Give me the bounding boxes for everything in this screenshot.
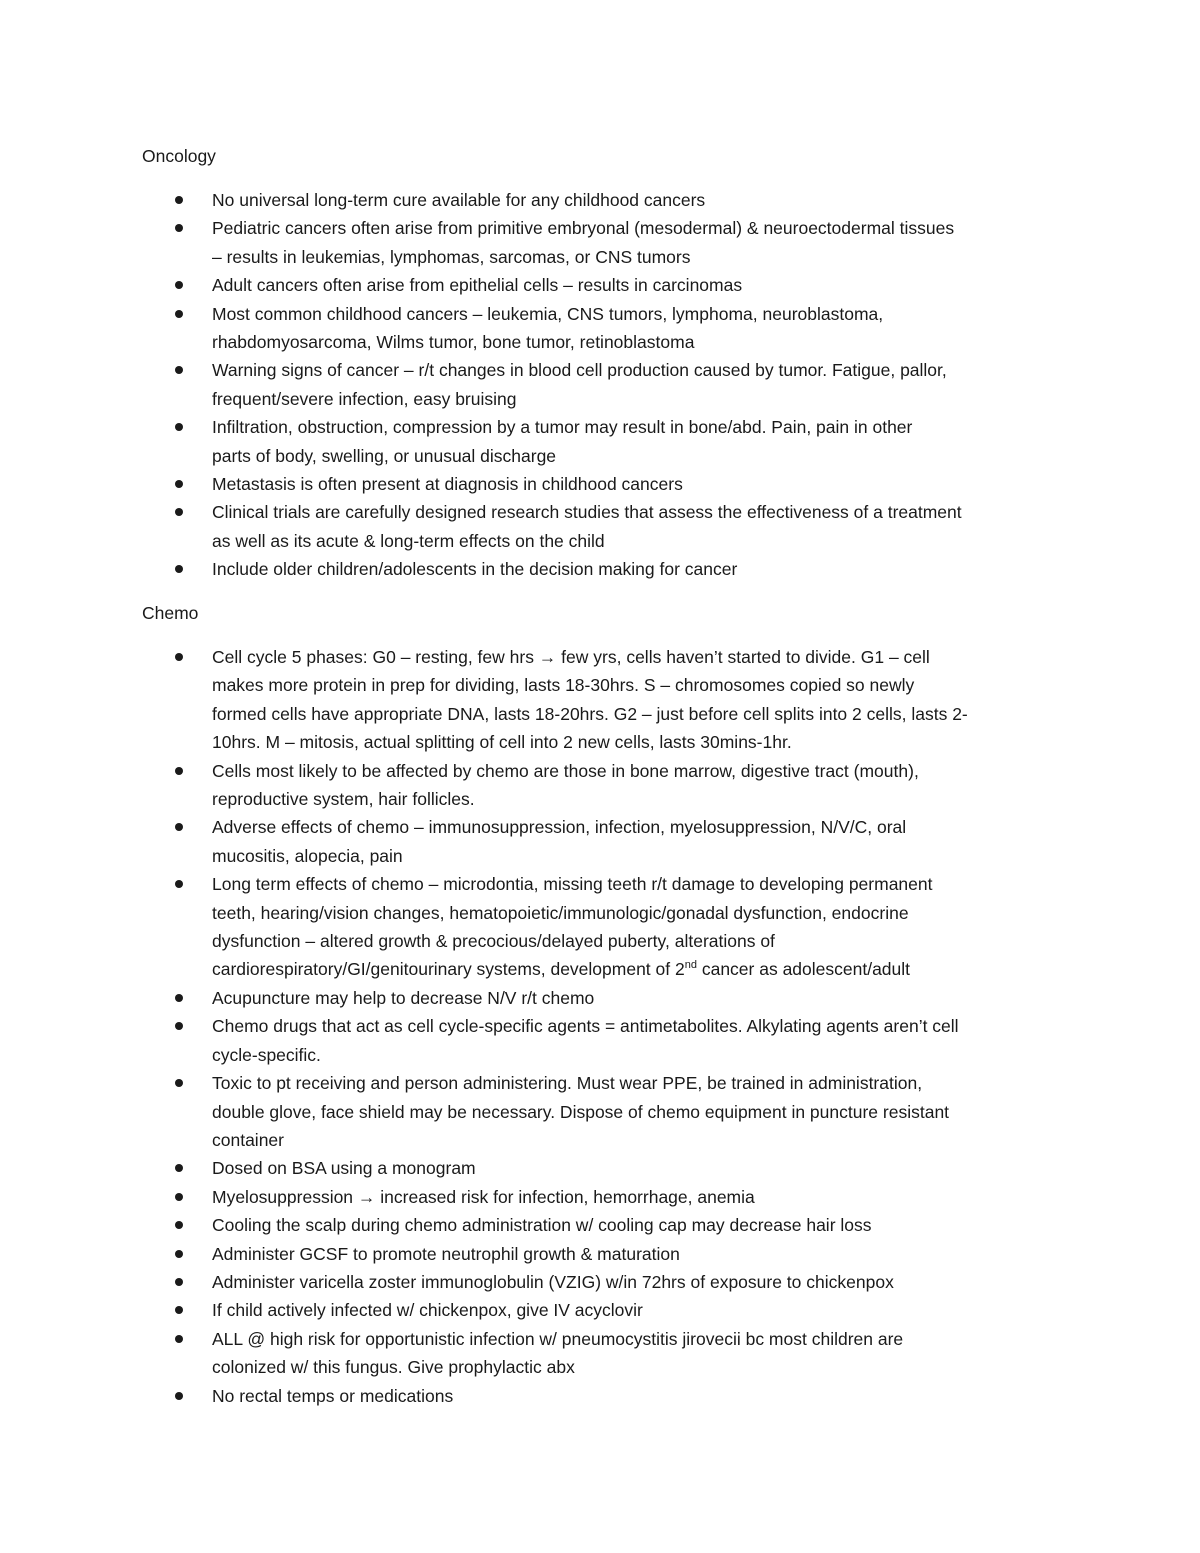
bullet-dot-icon — [175, 310, 183, 318]
bullet-line: Myelosuppression → increased risk for infection, hemorrhage, anemia — [212, 1186, 755, 1207]
bullet-line: teeth, hearing/vision changes, hematopoietic/immunologic/gonadal dysfunction, endocrine — [212, 902, 909, 923]
bullet-item — [0, 1268, 1072, 1296]
bullet-item — [0, 1012, 1072, 1069]
bullet-line: Warning signs of cancer – r/t changes in blood cell production caused by tumor. Fatigue, pallor, — [212, 360, 947, 381]
bullet-dot-icon — [175, 1193, 183, 1201]
bullet-item — [0, 1069, 1072, 1154]
bullet-dot-icon — [175, 1022, 183, 1030]
bullet-line: – results in leukemias, lymphomas, sarcomas, or CNS tumors — [212, 246, 691, 267]
bullet-line: No universal long-term cure available for any childhood cancers — [212, 190, 706, 210]
bullet-line: If child actively infected w/ chickenpox, give IV acyclovir — [212, 1300, 643, 1321]
bullet-dot-icon — [175, 1278, 183, 1286]
bullet-item — [0, 643, 1072, 757]
bullet-dot-icon — [175, 196, 183, 204]
bullet-line: Metastasis is often present at diagnosis in childhood cancers — [212, 474, 683, 495]
chemo-bullet-list — [0, 643, 1200, 1410]
bullet-item — [0, 1296, 1072, 1324]
bullet-dot-icon — [175, 1079, 183, 1087]
bullet-item — [0, 470, 1072, 498]
bullet-item — [0, 413, 1072, 470]
bullet-item — [0, 186, 1072, 214]
bullet-item — [0, 870, 1072, 984]
section-heading-chemo: Chemo — [142, 603, 199, 623]
bullet-line: ALL @ high risk for opportunistic infection w/ pneumocystitis jirovecii bc most children are — [212, 1328, 904, 1349]
bullet-item — [0, 498, 1072, 555]
bullet-item — [0, 271, 1072, 299]
bullet-line: Clinical trials are carefully designed research studies that assess the effectiveness of a treatment — [212, 502, 962, 523]
bullet-line: as well as its acute & long-term effects on the child — [212, 530, 605, 551]
bullet-line: Cells most likely to be affected by chemo are those in bone marrow, digestive tract (mouth), — [212, 760, 919, 781]
bullet-line: Toxic to pt receiving and person administering. Must wear PPE, be trained in administration, — [212, 1073, 923, 1094]
oncology-bullet-list — [0, 186, 1200, 584]
bullet-item — [0, 356, 1072, 413]
bullet-line: colonized w/ this fungus. Give prophylactic abx — [212, 1357, 575, 1378]
bullet-dot-icon — [175, 281, 183, 289]
superscript-tail: cancer as adolescent/adult — [696, 959, 911, 980]
bullet-line: Adult cancers often arise from epithelial cells – results in carcinomas — [212, 275, 743, 296]
bullet-dot-icon — [175, 1221, 183, 1229]
bullet-dot-icon — [175, 767, 183, 775]
bullet-line: Cooling the scalp during chemo administration w/ cooling cap may decrease hair loss — [212, 1215, 872, 1236]
bullet-dot-icon — [175, 508, 183, 516]
bullet-line: cycle-specific. — [212, 1044, 321, 1065]
bullet-line: container — [212, 1129, 284, 1150]
bullet-dot-icon — [175, 880, 183, 888]
bullet-dot-icon — [175, 994, 183, 1002]
bullet-line: dysfunction – altered growth & precocious/delayed puberty, alterations of — [212, 931, 775, 952]
bullet-line: parts of body, swelling, or unusual discharge — [212, 445, 557, 466]
bullet-item — [0, 757, 1072, 814]
bullet-line: rhabdomyosarcoma, Wilms tumor, bone tumor, retinoblastoma — [212, 332, 695, 353]
bullet-line: Administer GCSF to promote neutrophil growth & maturation — [212, 1243, 680, 1264]
bullet-dot-icon — [175, 480, 183, 488]
bullet-line: No rectal temps or medications — [212, 1385, 454, 1406]
bullet-item — [0, 813, 1072, 870]
bullet-dot-icon — [175, 423, 183, 431]
bullet-item — [0, 214, 1072, 271]
bullet-item — [0, 984, 1072, 1012]
bullet-item — [0, 1183, 1072, 1211]
bullet-line: Long term effects of chemo – microdontia, missing teeth r/t damage to developing permanent — [212, 874, 933, 895]
bullet-item — [0, 555, 1072, 583]
bullet-line: Acupuncture may help to decrease N/V r/t chemo — [212, 987, 595, 1008]
bullet-line: Cell cycle 5 phases: G0 – resting, few hrs → few yrs, cells haven’t started to divide. G1 – cell — [212, 647, 930, 667]
bullet-line: frequent/severe infection, easy bruising — [212, 388, 517, 409]
bullet-dot-icon — [175, 565, 183, 573]
bullet-dot-icon — [175, 366, 183, 374]
bullet-line: mucositis, alopecia, pain — [212, 845, 403, 866]
bullet-line: reproductive system, hair follicles. — [212, 789, 475, 810]
bullet-line: double glove, face shield may be necessary. Dispose of chemo equipment in puncture resistant — [212, 1101, 950, 1122]
bullet-dot-icon — [175, 1392, 183, 1400]
bullet-line: Adverse effects of chemo – immunosuppression, infection, myelosuppression, N/V/C, oral — [212, 817, 907, 838]
bullet-item — [0, 1240, 1072, 1268]
bullet-line: Dosed on BSA using a monogram — [212, 1158, 476, 1179]
bullet-dot-icon — [175, 1306, 183, 1314]
bullet-item — [0, 1325, 1072, 1382]
bullet-item — [0, 1154, 1072, 1182]
bullet-line: Chemo drugs that act as cell cycle-specific agents = antimetabolites. Alkylating agents aren’t cell — [212, 1016, 959, 1037]
bullet-line: Include older children/adolescents in the decision making for cancer — [212, 559, 738, 580]
bullet-line: Infiltration, obstruction, compression by a tumor may result in bone/abd. Pain, pain in other — [212, 417, 913, 438]
section-heading-oncology: Oncology — [142, 146, 216, 166]
superscript-ordinal: nd — [684, 959, 697, 972]
bullet-item — [0, 300, 1072, 357]
bullet-line: Most common childhood cancers – leukemia, CNS tumors, lymphoma, neuroblastoma, — [212, 303, 884, 324]
bullet-line: Administer varicella zoster immunoglobulin (VZIG) w/in 72hrs of exposure to chickenpox — [212, 1271, 894, 1292]
bullet-line: cardiorespiratory/GI/genitourinary systems, development of 2nd cancer as adolescent/adult — [212, 959, 911, 980]
bullet-line: formed cells have appropriate DNA, lasts 18-20hrs. G2 – just before cell splits into 2 cells, lasts 2- — [212, 703, 968, 724]
bullet-dot-icon — [175, 653, 183, 661]
bullet-dot-icon — [175, 1335, 183, 1343]
bullet-line: Pediatric cancers often arise from primitive embryonal (mesodermal) & neuroectodermal tissues — [212, 218, 955, 239]
bullet-dot-icon — [175, 224, 183, 232]
bullet-dot-icon — [175, 1164, 183, 1172]
bullet-dot-icon — [175, 1250, 183, 1258]
bullet-item — [0, 1382, 1072, 1410]
bullet-dot-icon — [175, 823, 183, 831]
bullet-line: makes more protein in prep for dividing, lasts 18-30hrs. S – chromosomes copied so newly — [212, 675, 915, 696]
bullet-line: 10hrs. M – mitosis, actual splitting of cell into 2 new cells, lasts 30mins-1hr. — [212, 732, 792, 753]
bullet-item — [0, 1211, 1072, 1239]
